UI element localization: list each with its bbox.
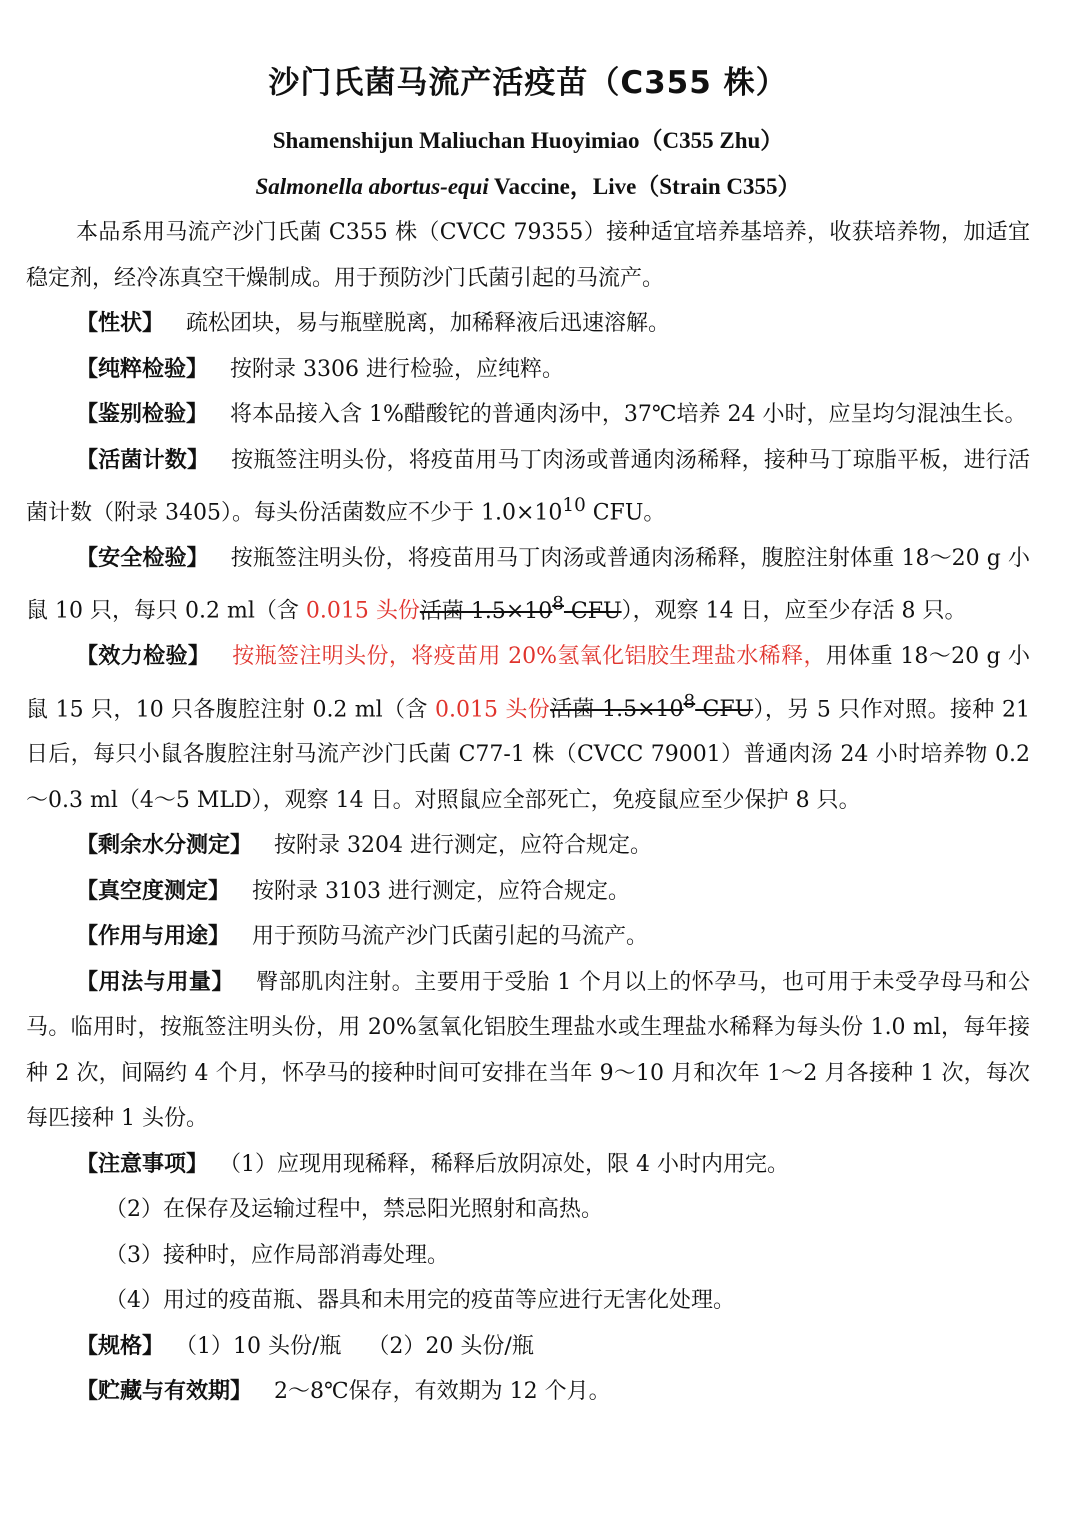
section-label: 【规格】 xyxy=(76,1333,165,1359)
exponent: 8 xyxy=(552,593,564,615)
document-title: 沙门氏菌马流产活疫苗（C355 株） xyxy=(268,65,788,101)
deleted-text xyxy=(550,691,754,722)
section-safety xyxy=(26,536,1030,634)
section-purity xyxy=(26,347,1030,393)
section-dosage xyxy=(26,960,1030,1142)
section-spec xyxy=(26,1324,1030,1370)
section-text-end: ），观察 14 日，应至少存活 8 只。 xyxy=(621,598,967,624)
section-viable-count xyxy=(26,438,1030,536)
section-text: 疏松团块，易与瓶壁脱离，加稀释液后迅速溶解。 xyxy=(186,311,671,336)
revised-lead-text: 按瓶签注明头份，将疫苗用 20%氢氧化铝胶生理盐水稀释， xyxy=(232,644,826,670)
section-identity xyxy=(26,392,1030,438)
section-label: 【贮藏与有效期】 xyxy=(76,1379,253,1405)
deleted-text-main: 活菌 1.5×10 xyxy=(419,598,553,624)
section-text: 用于预防马流产沙门氏菌引起的马流产。 xyxy=(252,924,649,950)
section-appearance xyxy=(26,301,1030,347)
section-label: 【真空度测定】 xyxy=(76,878,231,904)
precaution-item: （1）应现用现稀释，稀释后放阴凉处，限 4 小时内用完。 xyxy=(230,1151,789,1177)
section-label: 【性状】 xyxy=(76,311,165,336)
section-label: 【剩余水分测定】 xyxy=(76,833,253,859)
revised-dose-text: 0.015 头份 xyxy=(305,598,420,624)
section-text: 按附录 3204 进行测定，应符合规定。 xyxy=(274,833,652,859)
deleted-text-main: 活菌 1.5×10 xyxy=(550,696,684,722)
subtitle-latin-rest: Vaccine，Live（Strain C355） xyxy=(488,174,801,199)
subtitle-latin xyxy=(26,164,1030,210)
section-label: 【纯粹检验】 xyxy=(76,356,209,382)
precaution-item: （4）用过的疫苗瓶、器具和未用完的疫苗等应进行无害化处理。 xyxy=(105,1288,735,1314)
section-vacuum xyxy=(26,869,1030,915)
section-text-end: ），另 5 只作对照。接种 21 日后，每只小鼠各腹腔注射马流产沙门氏菌 C77-1 株（CVCC 79001）普通肉汤 24 小时培养物 0.2～0.3 ml（4～5 MLD），观察 14 日。对照鼠应全部死亡，免疫鼠应至少保护 8 只。 xyxy=(26,696,1030,813)
deleted-text-end: CFU xyxy=(563,598,622,624)
intro-paragraph: 本品系用马流产沙门氏菌 C355 株（CVCC 79355）接种适宜培养基培养，收获培养物，加适宜稳定剂，经冷冻真空干燥制成。用于预防沙门氏菌引起的马流产。 xyxy=(26,220,1030,291)
section-usage xyxy=(26,914,1030,960)
section-label: 【作用与用途】 xyxy=(76,924,231,950)
section-label: 【注意事项】 xyxy=(76,1151,209,1177)
section-text: 按附录 3103 进行测定，应符合规定。 xyxy=(252,878,630,904)
section-precautions xyxy=(26,1142,1030,1188)
spec-item: （1）10 头份/瓶 xyxy=(186,1333,342,1359)
section-label: 【活菌计数】 xyxy=(76,447,210,473)
exponent: 10 xyxy=(562,495,586,516)
exponent: 8 xyxy=(683,691,696,713)
section-text: 按附录 3306 进行检验，应纯粹。 xyxy=(230,356,564,382)
spec-item: （2）20 头份/瓶 xyxy=(367,1333,534,1359)
subtitle-latin-species: Salmonella abortus-equi xyxy=(255,174,489,199)
section-text-end: CFU。 xyxy=(585,500,666,526)
section-text: 臀部肌肉注射。主要用于受胎 1 个月以上的怀孕马，也可用于未受孕母马和公马。临用时，按瓶签注明头份，用 20%氢氧化铝胶生理盐水或生理盐水稀释为每头份 1.0 ml，每年接种 2 次，间隔约 4 个月，怀孕马的接种时间可安排在当年 9～10 月和次年 1～2 月各接种 1 次，每次每匹接种 1 头份。 xyxy=(26,969,1030,1132)
section-label: 【鉴别检验】 xyxy=(76,402,209,427)
revised-dose-text: 0.015 头份 xyxy=(435,696,551,722)
precaution-item: （3）接种时，应作局部消毒处理。 xyxy=(105,1242,449,1268)
section-potency xyxy=(26,634,1030,823)
precaution-item: （2）在保存及运输过程中，禁忌阳光照射和高热。 xyxy=(105,1197,603,1223)
section-text: 按瓶签注明头份，将疫苗用马丁肉汤或普通肉汤稀释，腹腔注射体重 18～20 g 小鼠 10 只，每只 0.2 ml（含 xyxy=(26,545,1030,624)
section-storage xyxy=(26,1369,1030,1415)
section-text: 按瓶签注明头份，将疫苗用马丁肉汤或普通肉汤稀释，接种马丁琼脂平板，进行活菌计数（附录 3405）。每头份活菌数应不少于 1.0×10 xyxy=(26,447,1030,526)
deleted-text-end: CFU xyxy=(695,696,754,722)
section-text: 将本品接入含 1%醋酸铊的普通肉汤中，37℃培养 24 小时，应呈均匀混浊生长。 xyxy=(230,402,1027,427)
section-label: 【安全检验】 xyxy=(76,545,209,571)
section-label: 【用法与用量】 xyxy=(76,969,235,995)
section-text: 2～8℃保存，有效期为 12 个月。 xyxy=(274,1379,611,1405)
section-text: 用体重 18～20 g 小鼠 15 只，10 只各腹腔注射 0.2 ml（含 xyxy=(26,644,1030,722)
subtitle-pinyin: Shamenshijun Maliuchan Huoyimiao（C355 Zhu） xyxy=(272,128,784,153)
section-moisture xyxy=(26,823,1030,869)
deleted-text xyxy=(419,593,622,624)
section-label: 【效力检验】 xyxy=(76,644,211,670)
